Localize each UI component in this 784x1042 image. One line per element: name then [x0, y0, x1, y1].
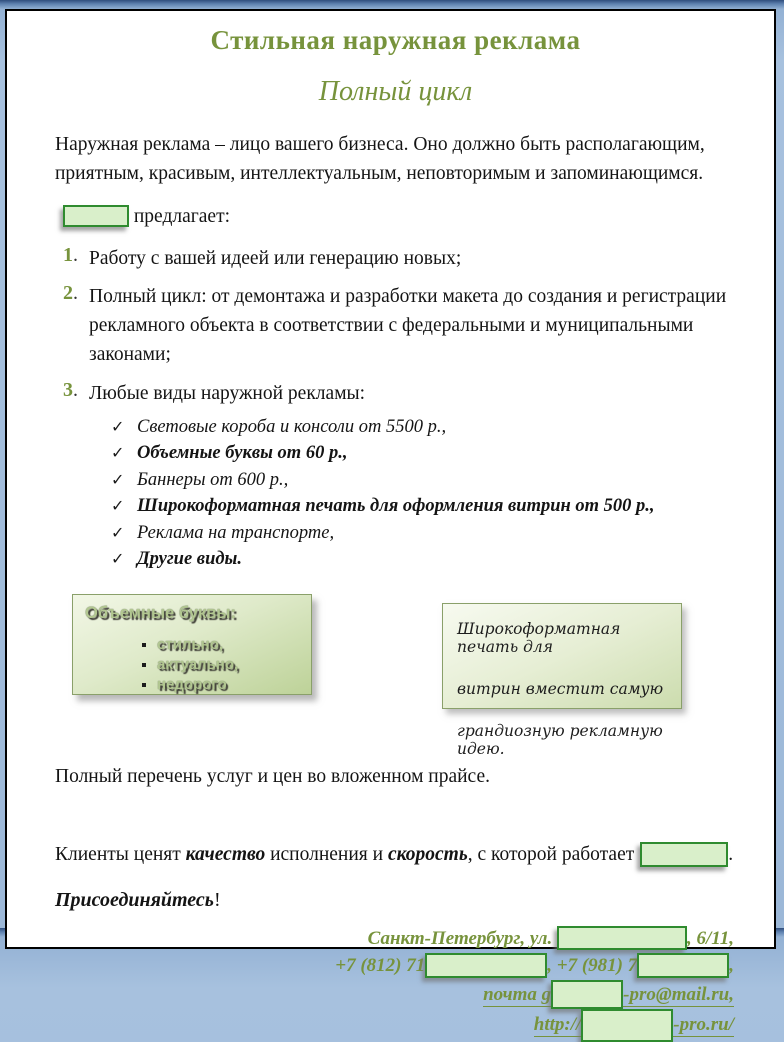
footer-email-pre: почта g: [483, 984, 552, 1006]
footer-address-post: , 6/11,: [687, 928, 734, 950]
checkmark-icon: ✓: [111, 471, 125, 489]
clients-speed: скорость: [387, 844, 468, 866]
callout-bullet: ▪ недорого: [157, 676, 311, 693]
callout-box-wide-format: [442, 603, 682, 759]
callout-bullet-list: [157, 636, 311, 693]
check-item-text: Другие виды.: [137, 549, 243, 570]
clients-period: .: [728, 844, 734, 866]
join-word: Присоединяйтесь: [55, 889, 214, 912]
clients-text-3: , с которой работает: [467, 844, 635, 866]
check-list-item: [111, 470, 736, 491]
check-list-item: [111, 496, 736, 517]
email-link[interactable]: [483, 984, 734, 1007]
list-item: [55, 379, 736, 408]
callout-script-line: грандиозную рекламную идею.: [457, 722, 663, 759]
list-item: [55, 282, 736, 370]
footer-phones-line: [55, 953, 734, 980]
footer-url-pre: http://: [533, 1014, 582, 1036]
redaction-box-phone-1: [425, 953, 547, 978]
join-line: [55, 889, 736, 912]
footer-phone-1: +7 (812) 71: [335, 955, 426, 977]
clients-line: [55, 842, 736, 867]
check-list-item: [111, 549, 736, 570]
check-item-text: Реклама на транспорте,: [137, 522, 335, 543]
numbered-list: [55, 244, 736, 408]
offer-line: [55, 205, 736, 228]
redaction-box-phone-2: [637, 953, 729, 978]
clients-text-2: исполнения и: [265, 844, 388, 866]
list-item-text: Любые виды наружной рекламы:: [89, 382, 366, 404]
check-item-text: Объемные буквы от 60 р.,: [137, 443, 348, 464]
footer-email-line: [55, 980, 734, 1009]
list-number-dot: .: [73, 378, 78, 401]
callout-box-volume-letters: [72, 594, 312, 695]
page-title: Стильная наружная реклама: [210, 25, 581, 55]
list-number: [55, 244, 89, 273]
redaction-box-company-name: [63, 205, 129, 227]
check-item-text: Световые короба и консоли от 5500 р.,: [137, 416, 447, 437]
website-link[interactable]: [534, 1014, 734, 1037]
check-item-text: Широкоформатная печать для оформления витрин от 500 р.,: [137, 496, 655, 517]
redaction-box-street: [557, 926, 687, 950]
footer-phones-post: ,: [729, 955, 734, 977]
list-item-text: Полный цикл: от демонтажа и разработки макета до создания и регистрации рекламного объекта в соответствии с федеральными и муниципальными законами;: [89, 285, 727, 366]
callout-boxes-row: [55, 594, 736, 759]
list-number-value: 2: [63, 281, 73, 304]
footer-address-pre: Санкт-Петербург, ул.: [367, 928, 558, 950]
checkmark-icon: ✓: [111, 524, 125, 542]
offer-suffix: предлагает:: [129, 205, 231, 227]
callout-script-line: витрин вместит самую: [457, 680, 664, 699]
document-page: [5, 9, 776, 1036]
check-list-item: [111, 417, 736, 438]
list-item: [55, 244, 736, 273]
list-number-value: 3: [63, 378, 73, 401]
intro-paragraph: Наружная реклама – лицо вашего бизнеса. Оно должно быть располагающим, приятным, красивым, интеллектуальным, неповторимым и запоминающимся.: [55, 134, 705, 185]
check-list-item: [111, 523, 736, 544]
checkmark-icon: ✓: [111, 498, 125, 516]
footer-url-line: [55, 1009, 734, 1042]
list-number: [55, 379, 89, 408]
clients-quality: качество: [185, 844, 266, 866]
checkmark-icon: ✓: [111, 551, 125, 569]
page-subtitle: Полный цикл: [318, 76, 473, 107]
redaction-box-email: [551, 980, 623, 1009]
footer-address-line: [55, 926, 734, 953]
redaction-box-company-name: [640, 842, 728, 867]
check-list-item: [111, 443, 736, 464]
callout-script-line: Широкоформатная печать для: [457, 620, 621, 657]
checkmark-icon: ✓: [111, 418, 125, 436]
price-note: Полный перечень услуг и цен во вложенном прайсе.: [55, 766, 490, 788]
list-item-text: Работу с вашей идеей или генерацию новых;: [89, 247, 462, 269]
list-number: [55, 282, 89, 370]
clients-text-1: Клиенты ценят: [55, 844, 186, 866]
redaction-box-url: [581, 1009, 673, 1042]
callout-box-title: Объемные буквы:: [85, 604, 236, 623]
check-item-text: Баннеры от 600 р.,: [137, 469, 289, 490]
checkmark-icon: ✓: [111, 445, 125, 463]
list-number-dot: .: [73, 243, 78, 266]
list-number-dot: .: [73, 281, 78, 304]
callout-bullet: ▪ актуально,: [157, 656, 311, 673]
footer-url-post: -pro.ru/: [673, 1014, 734, 1036]
callout-bullet: ▪ стильно,: [157, 636, 311, 653]
check-list: [111, 417, 736, 571]
footer-email-post: -pro@mail.ru,: [623, 984, 734, 1006]
list-number-value: 1: [63, 243, 73, 266]
join-exclamation: !: [213, 889, 221, 912]
footer-contacts: [55, 926, 736, 1042]
footer-phone-2: , +7 (981) 7: [547, 955, 638, 977]
